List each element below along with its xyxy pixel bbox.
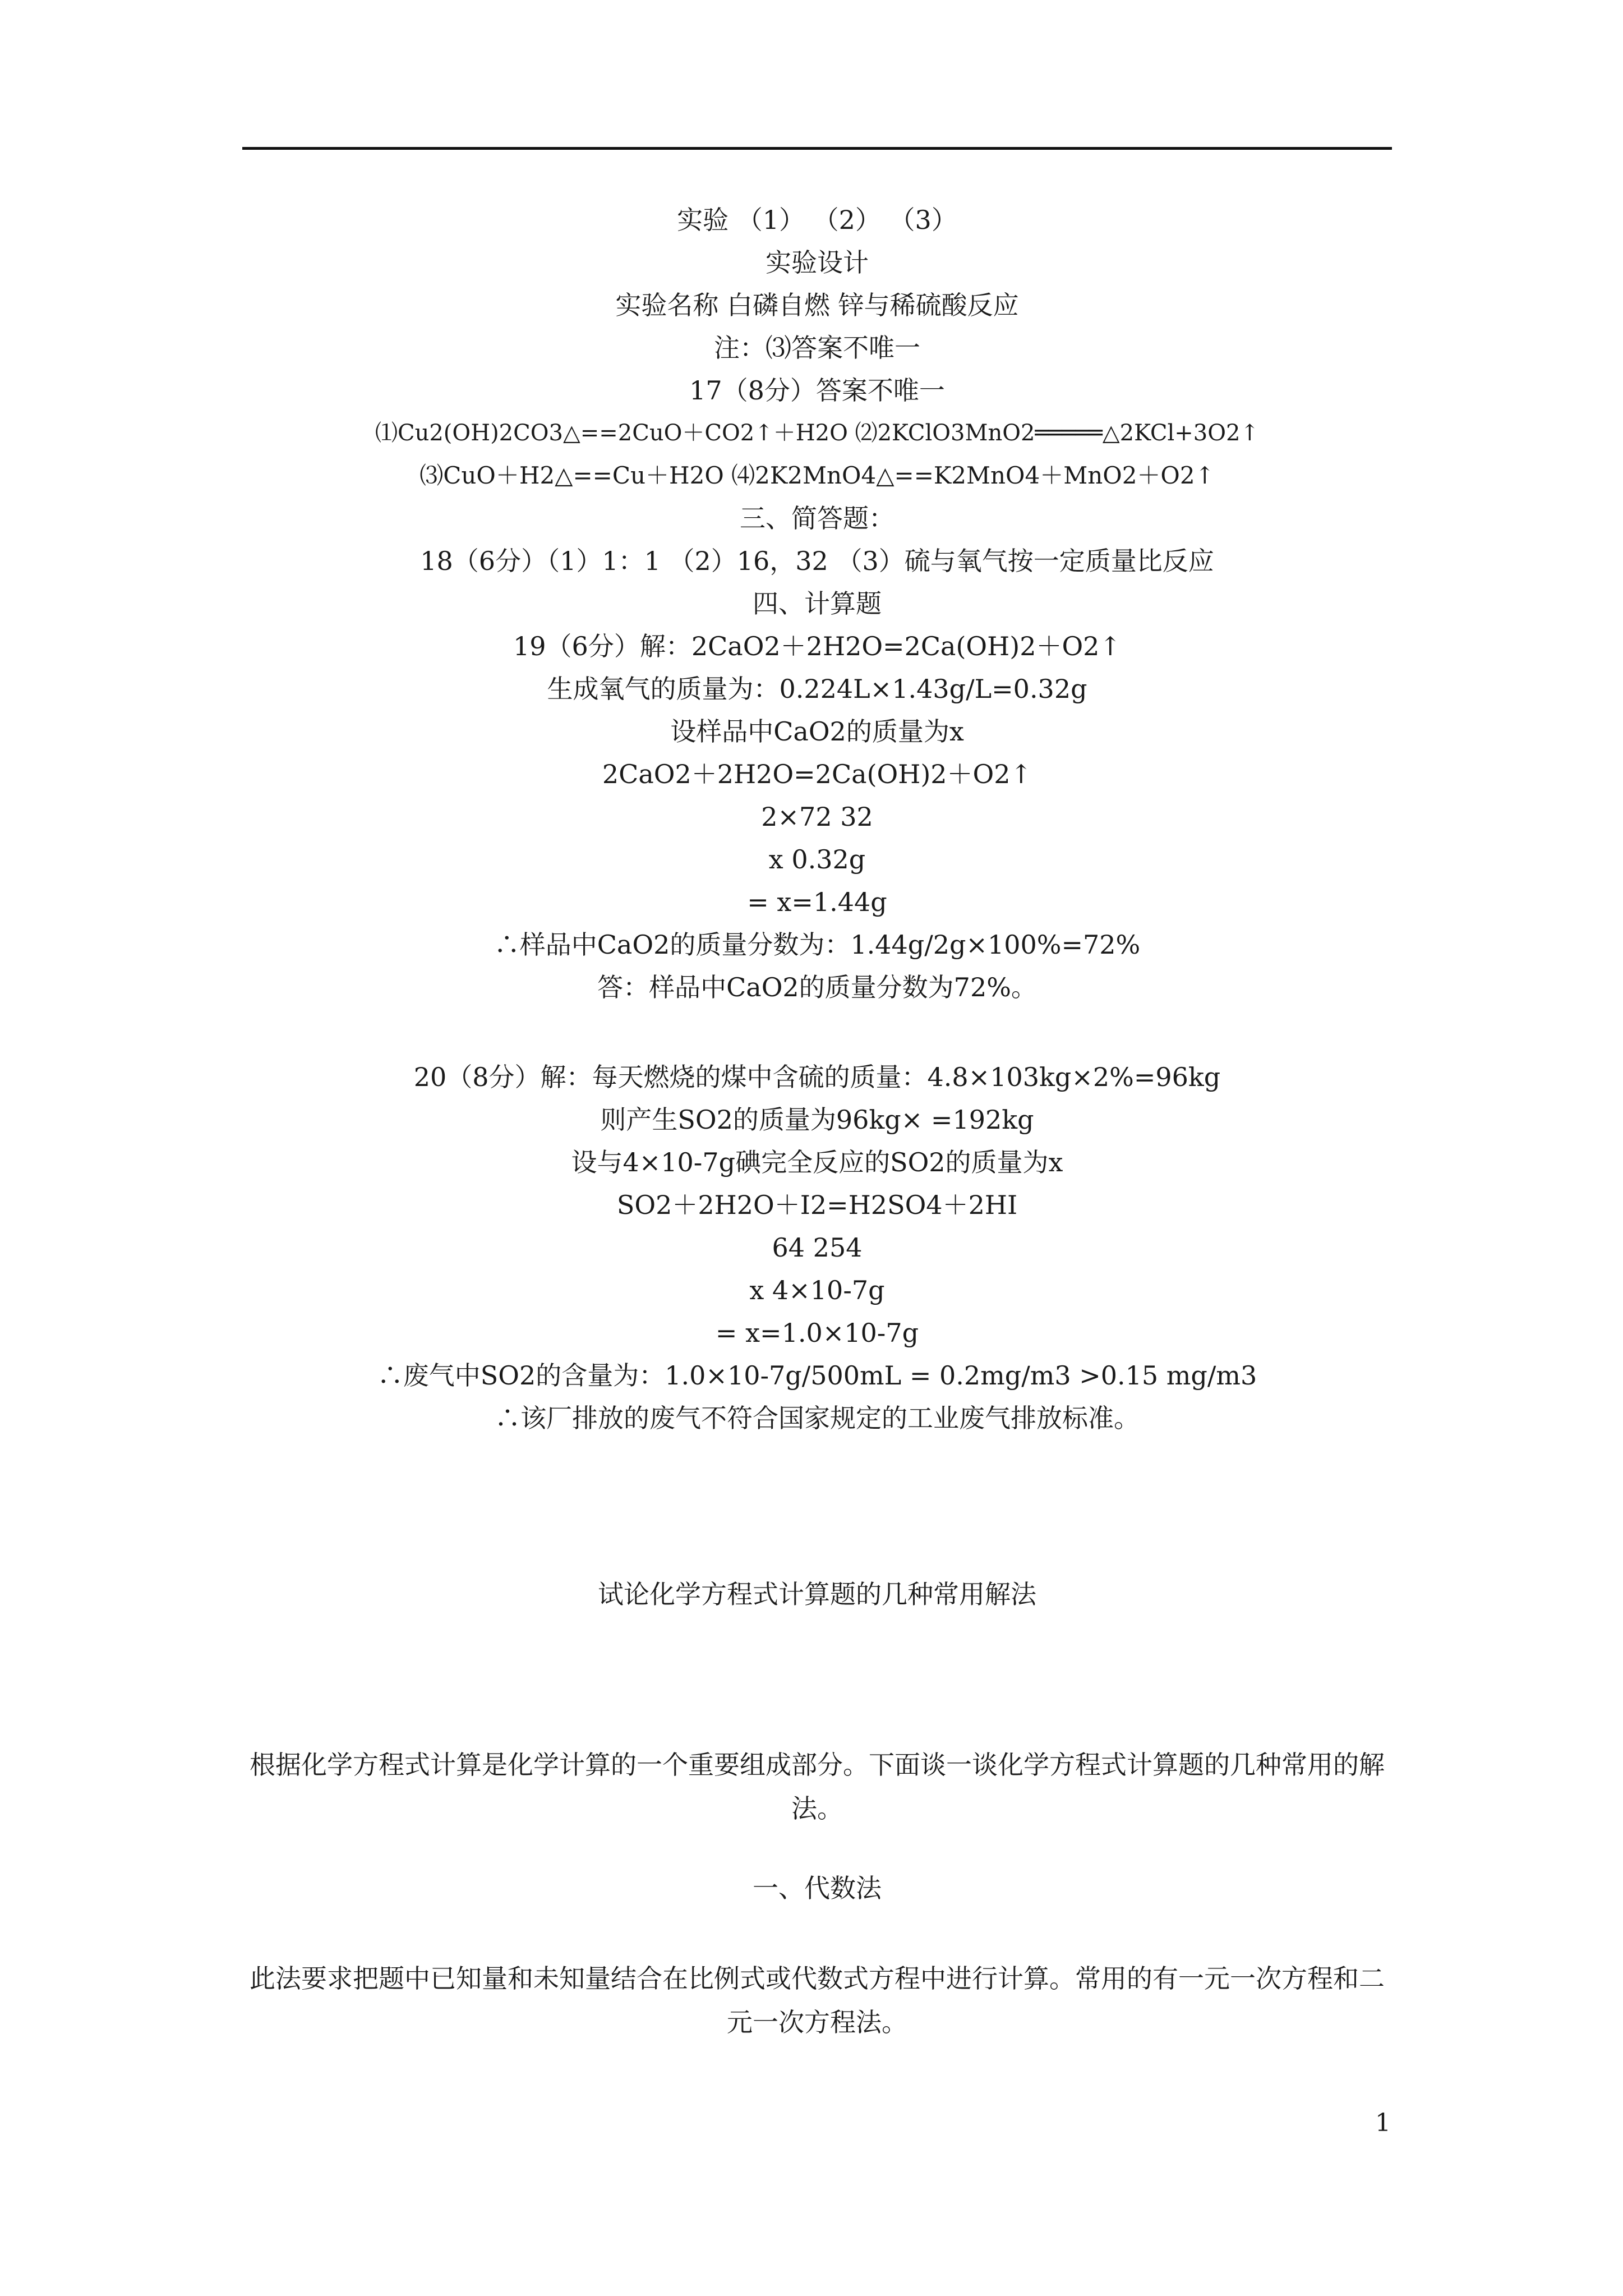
section-3-title: 三、简答题： (740, 503, 895, 533)
q19-line: 2×72 32 (761, 802, 873, 832)
q20-line: ∴废气中SO2的含量为：1.0×10-7g/500mL = 0.2mg/m3 >0.15 mg/m3 (377, 1360, 1257, 1391)
q20-conclusion-line: ∴该厂排放的废气不符合国家规定的工业废气排放标准。 (495, 1403, 1140, 1433)
experiment-note: 注：⑶答案不唯一 (714, 333, 920, 363)
page-number: 1 (1375, 2109, 1391, 2137)
experiment-header: 实验 （1） （2） （3） (677, 205, 957, 235)
experiment-design-title: 实验设计 (766, 247, 869, 278)
q19-line: 19（6分）解：2CaO2＋2H2O=2Ca(OH)2＋O2↑ (513, 631, 1121, 661)
q19-line: x 0.32g (768, 844, 866, 875)
article-intro-paragraph: 根据化学方程式计算是化学计算的一个重要组成部分。下面谈一谈化学方程式计算题的几种常用的解法。 (250, 1750, 1385, 1824)
q20-line: x 4×10-7g (749, 1275, 885, 1305)
section-1-paragraph: 此法要求把题中已知量和未知量结合在比例式或代数式方程中进行计算。常用的有一元一次方程和二元一次方程法。 (250, 1963, 1385, 2037)
experiment-name-line: 实验名称 白磷自燃 锌与稀硫酸反应 (615, 290, 1019, 320)
q19-answer-line: 答：样品中CaO2的质量分数为72%。 (597, 972, 1037, 1002)
q17-equation-line-2: ⑶CuO＋H2△==Cu＋H2O ⑷2K2MnO4△==K2MnO4＋MnO2＋O2↑ (419, 462, 1215, 489)
q20-line: 设与4×10-7g碘完全反应的SO2的质量为x (571, 1147, 1063, 1177)
q19-line: ∴样品中CaO2的质量分数为：1.44g/2g×100%=72% (494, 930, 1141, 960)
q20-line: 20（8分）解：每天燃烧的煤中含硫的质量：4.8×103kg×2%=96kg (413, 1062, 1221, 1092)
q20-line: 64 254 (772, 1232, 863, 1263)
q20-line: = x=1.0×10-7g (715, 1318, 919, 1348)
q19-line: 2CaO2＋2H2O=2Ca(OH)2＋O2↑ (602, 759, 1032, 789)
section-4-title: 四、计算题 (753, 588, 882, 619)
q20-line: 则产生SO2的质量为96kg× =192kg (600, 1105, 1034, 1135)
q19-line: 设样品中CaO2的质量为x (670, 716, 964, 747)
q20-line: SO2＋2H2O＋I2=H2SO4＋2HI (616, 1190, 1018, 1220)
section-1-title: 一、代数法 (753, 1873, 882, 1903)
header-rule (242, 147, 1392, 150)
q18-answer: 18（6分）（1）1：1 （2）16，32 （3）硫与氧气按一定质量比反应 (420, 546, 1214, 576)
q17-title: 17（8分）答案不唯一 (689, 375, 945, 406)
q17-equation-line-1: ⑴Cu2(OH)2CO3△==2CuO＋CO2↑＋H2O ⑵2KClO3MnO2═════△2KCl+3O2↑ (375, 420, 1259, 446)
q19-line: = x=1.44g (747, 887, 887, 917)
article-title: 试论化学方程式计算题的几种常用解法 (598, 1579, 1036, 1609)
q19-line: 生成氧气的质量为：0.224L×1.43g/L=0.32g (547, 674, 1087, 704)
